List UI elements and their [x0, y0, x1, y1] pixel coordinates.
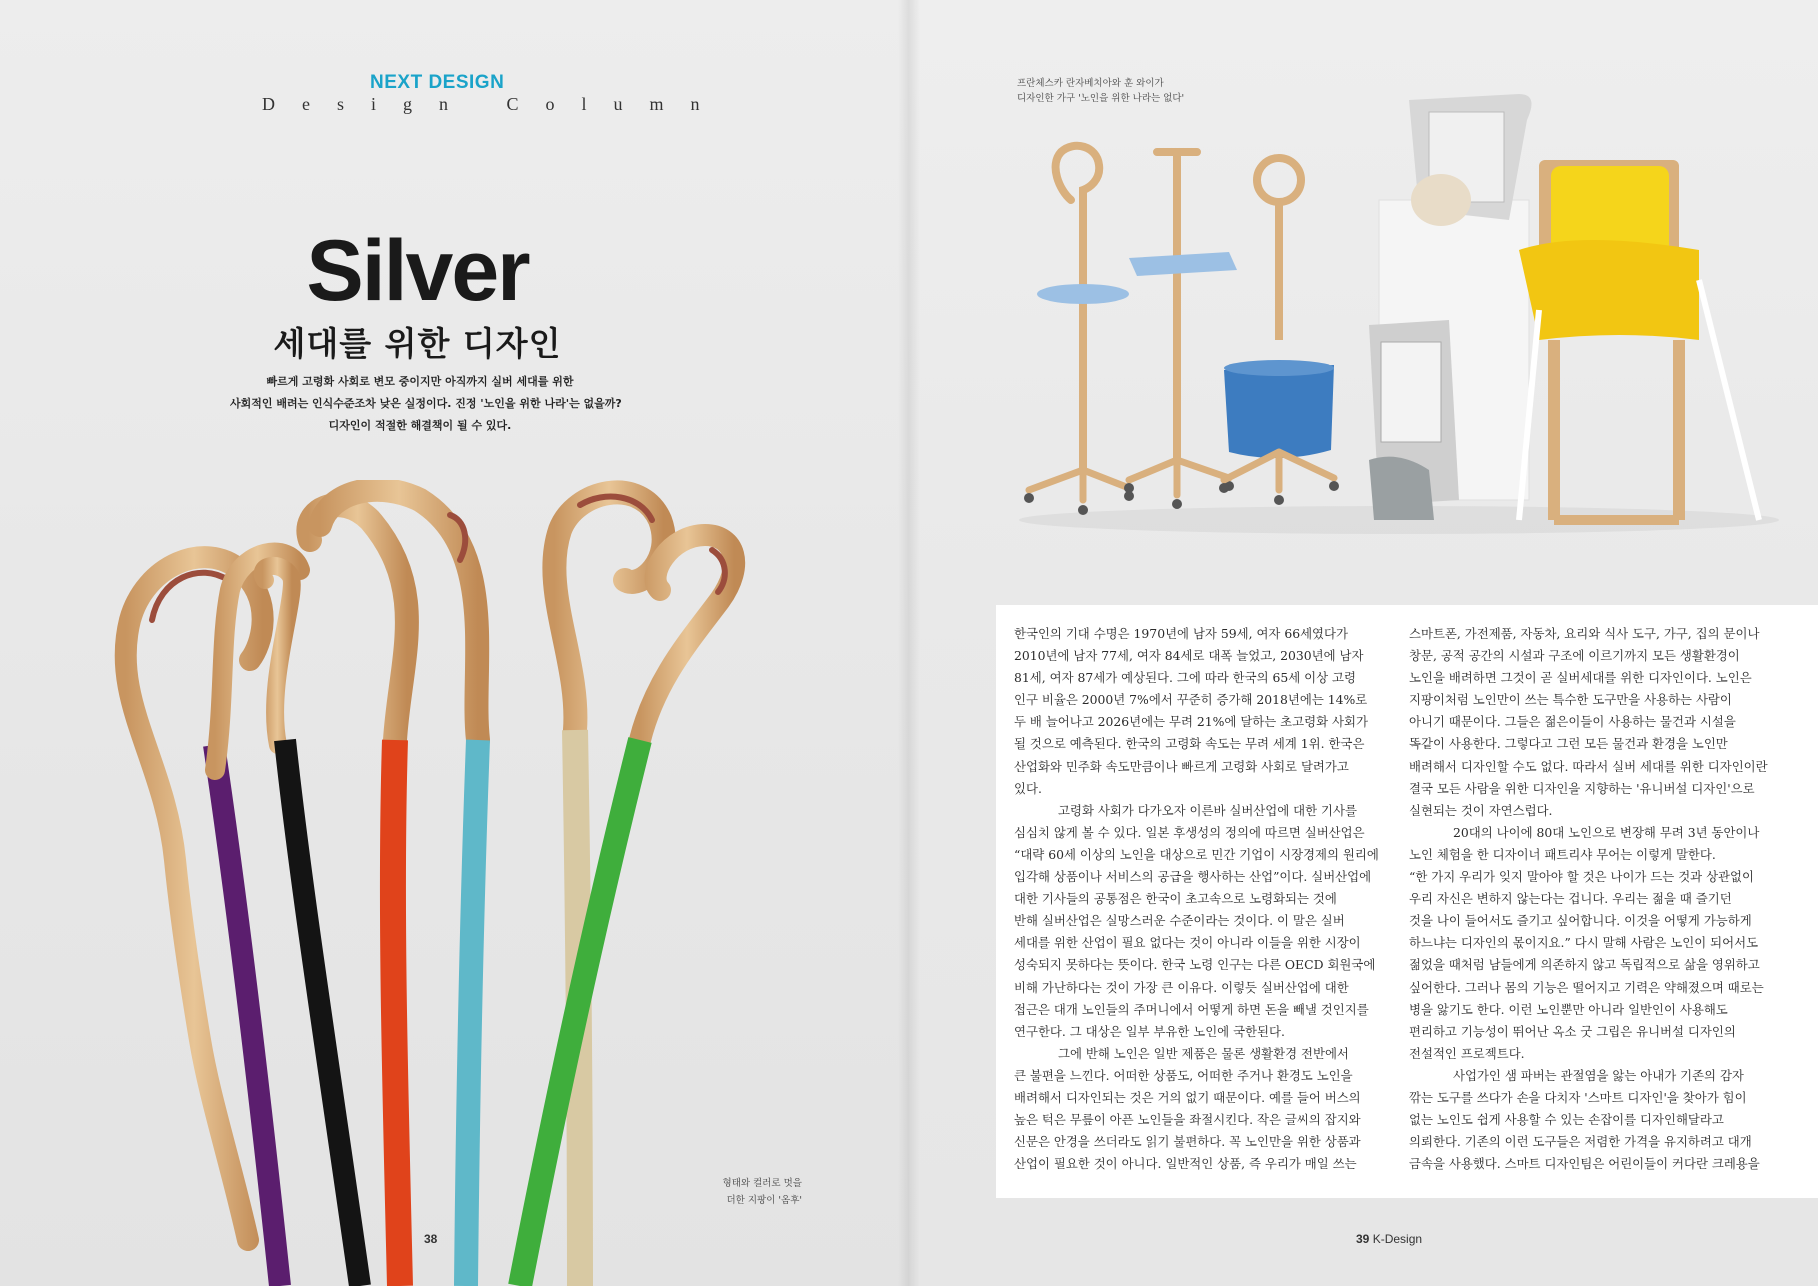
- section-label: NEXT DESIGN: [370, 72, 505, 93]
- body-text-line: 사업가인 샘 파버는 관절염을 앓는 아내가 기존의 감자: [1453, 1067, 1744, 1083]
- body-text-line: 고령화 사회가 다가오자 이른바 실버산업에 대한 기사를: [1058, 802, 1357, 818]
- body-text-line: 한국인의 기대 수명은 1970년에 남자 59세, 여자 66세였다가: [1014, 626, 1348, 641]
- body-column-1: [1014, 623, 1380, 1175]
- body-text-line: 결국 모든 사람을 위한 디자인을 지향하는 '유니버설 디자인'으로: [1409, 780, 1755, 796]
- yellow-chair: [1519, 160, 1759, 520]
- body-text-line: 연구한다. 그 대상은 일부 부유한 노인에 국한된다.: [1014, 1023, 1285, 1039]
- body-text-line: 성숙되지 못하다는 뜻이다. 한국 노령 인구는 다른 OECD 회원국에: [1014, 957, 1376, 973]
- article-title: Silver: [306, 223, 529, 319]
- body-text-line: 접근은 대개 노인들의 주머니에서 어떻게 하면 돈을 빼낼 것인지를: [1014, 1001, 1369, 1017]
- body-text-line: 높은 턱은 무릎이 아픈 노인들을 좌절시킨다. 작은 글씨의 잡지와: [1014, 1112, 1361, 1128]
- caption-line: 형태와 컬러로 멋을: [722, 1178, 802, 1189]
- body-text-line: 큰 불편을 느낀다. 어떠한 상품도, 어떠한 주거나 환경도 노인을: [1014, 1067, 1353, 1083]
- cane-purple: [126, 557, 280, 1286]
- body-text-line: “대략 60세 이상의 노인을 대상으로 민간 기업이 시장경제의 원리에: [1014, 846, 1379, 862]
- body-text-line: 싶어한다. 그러나 몸의 기능은 떨어지고 기력은 약해졌으며 때로는: [1409, 979, 1764, 995]
- lead-line: 빠르게 고령화 사회로 변모 중이지만 아직까지 실버 세대를 위한: [266, 375, 574, 388]
- cane-lightblue: [466, 740, 478, 1286]
- page-number: 39: [1356, 1232, 1370, 1246]
- body-text-line: 의뢰한다. 기존의 이런 도구들은 저렴한 가격을 유지하려고 대개: [1409, 1134, 1752, 1150]
- article-body: [996, 605, 1818, 1198]
- body-text-line: 창문, 공적 공간의 시설과 구조에 이르기까지 모든 생활환경이: [1409, 648, 1740, 664]
- body-text-line: 깎는 도구를 쓰다가 손을 다치자 '스마트 디자인'을 찾아가 힘이: [1409, 1089, 1747, 1105]
- body-text-line: 81세, 여자 87세가 예상된다. 그에 따라 한국의 65세 이상 고령: [1014, 670, 1356, 686]
- body-text-line: 두 배 늘어나고 2026년에는 무려 21%에 달하는 초고령화 사회가: [1014, 714, 1368, 730]
- body-text-line: 금속을 사용했다. 스마트 디자인팀은 어린이들이 커다란 크레용을: [1409, 1156, 1760, 1172]
- body-text-line: 반해 실버산업은 실망스러운 수준이라는 것이다. 이 말은 실버: [1014, 913, 1345, 929]
- body-text-line: 하느냐는 디자인의 몫이지요.” 다시 말해 사람은 노인이 되어서도: [1409, 935, 1759, 951]
- body-column-2: [1409, 623, 1775, 1175]
- body-text-line: 편리하고 기능성이 뛰어난 옥소 굿 그립은 유니버설 디자인의: [1409, 1023, 1736, 1039]
- body-text-line: 20대의 나이에 80대 노인으로 변장해 무려 3년 동안이나: [1453, 824, 1760, 840]
- body-text-line: 비해 가난하다는 것이 가장 큰 이유다. 이렇듯 실버산업에 대한: [1014, 979, 1349, 995]
- magnifier-stand-floor: [1369, 320, 1459, 520]
- page-number-right: [1356, 1232, 1422, 1246]
- body-text-line: 노인 체험을 한 디자이너 패트리샤 무어는 이렇게 말한다.: [1409, 846, 1716, 862]
- body-text-line: 세대를 위한 산업이 필요 없다는 것이 아니라 이들을 위한 시장이: [1014, 935, 1361, 951]
- body-text-line: 입각해 상품이나 서비스의 공급을 행사하는 산업”이다. 실버산업에: [1014, 869, 1372, 885]
- body-text-line: 없는 노인도 쉽게 사용할 수 있는 손잡이를 디자인해달라고: [1409, 1112, 1724, 1128]
- body-text-line: 인구 비율은 2000년 7%에서 꾸준히 증가해 2018년에는 14%로: [1014, 692, 1368, 708]
- body-text-line: 산업이 필요한 것이 아니다. 일반적인 상품, 즉 우리가 매일 쓰는: [1014, 1156, 1357, 1172]
- body-text-line: 전설적인 프로젝트다.: [1409, 1045, 1525, 1061]
- article-subtitle: 세대를 위한 디자인: [273, 324, 562, 363]
- body-text-line: 신문은 안경을 쓰더라도 읽기 불편하다. 꼭 노인만을 위한 상품과: [1014, 1134, 1361, 1150]
- lead-paragraph: [230, 371, 622, 437]
- bucket-stand: [1219, 158, 1339, 505]
- furniture-photo: [979, 80, 1799, 540]
- lead-line: 사회적인 배려는 인식수준조차 낮은 실정이다. 진정 '노인을 위한 나라'는 없을까?: [230, 397, 622, 410]
- body-text-line: “한 가지 우리가 잊지 말아야 할 것은 나이가 드는 것과 상관없이: [1409, 869, 1754, 885]
- body-text-line: 지팡이처럼 노인만이 쓰는 특수한 도구만을 사용하는 사람이: [1409, 692, 1732, 708]
- caption-line: 프란체스카 란자베치아와 훈 와이가: [1017, 78, 1164, 89]
- body-text-line: 배려해서 디자인할 수도 없다. 따라서 실버 세대를 위한 디자인이란: [1409, 758, 1768, 774]
- body-text-line: 것을 나이 들어서도 즐기고 싶어합니다. 이것을 어떻게 가능하게: [1409, 913, 1752, 929]
- page-gutter: [898, 0, 920, 1286]
- walking-canes-photo: [0, 480, 909, 1286]
- photo-caption-left: [700, 1175, 802, 1209]
- body-text-line: 아니기 때문이다. 그들은 젊은이들이 사용하는 물건과 시설을: [1409, 714, 1736, 730]
- right-page: [909, 0, 1818, 1286]
- caption-line: 디자인한 가구 '노인을 위한 나라는 없다': [1017, 93, 1185, 104]
- cane-green: [520, 535, 734, 1286]
- body-text-line: 노인을 배려하면 그것이 곧 실버세대를 위한 디자인이다. 노인은: [1409, 670, 1752, 686]
- magazine-name: K-Design: [1372, 1232, 1423, 1246]
- body-text-line: 우리 자신은 변하지 않는다는 겁니다. 우리는 젊을 때 즐기던: [1409, 891, 1732, 907]
- body-text-line: 산업화와 민주화 속도만큼이나 빠르게 고령화 사회로 달려가고: [1014, 758, 1349, 774]
- body-text-line: 있다.: [1014, 780, 1042, 796]
- body-text-line: 똑같이 사용한다. 그렇다고 그런 모든 물건과 환경을 노인만: [1409, 736, 1728, 752]
- section-subtitle: Design Column: [262, 94, 727, 114]
- body-text-line: 배려해서 디자인되는 것은 거의 없기 때문이다. 예를 들어 버스의: [1014, 1089, 1361, 1105]
- lead-line: 디자인이 적절한 해결책이 될 수 있다.: [328, 419, 512, 432]
- body-text-line: 될 것으로 예측된다. 한국의 고령화 속도는 무려 세계 1위. 한국은: [1014, 736, 1365, 752]
- body-text-line: 실현되는 것이 자연스럽다.: [1409, 802, 1553, 818]
- body-text-line: 심심치 않게 볼 수 있다. 일본 후생성의 정의에 따르면 실버산업은: [1014, 824, 1365, 840]
- tray-stand-rectangular: [1124, 152, 1237, 509]
- page-number-left: 38: [424, 1232, 438, 1246]
- tray-stand-round: [1024, 146, 1134, 515]
- body-text-line: 스마트폰, 가전제품, 자동차, 요리와 식사 도구, 가구, 집의 문이나: [1409, 626, 1760, 641]
- body-text-line: 그에 반해 노인은 일반 제품은 물론 생활환경 전반에서: [1058, 1045, 1349, 1061]
- body-text-line: 젊었을 때처럼 남들에게 의존하지 않고 독립적으로 삶을 영위하고: [1409, 957, 1760, 973]
- body-text-line: 대한 기사들의 공통점은 한국이 초고속으로 노령화되는 것에: [1014, 891, 1337, 907]
- body-text-line: 병을 앓기도 한다. 이런 노인뿐만 아니라 일반인이 사용해도: [1409, 1001, 1728, 1017]
- body-text-line: 2010년에 남자 77세, 여자 84세로 대폭 늘었고, 2030년에 남자: [1014, 648, 1364, 664]
- caption-line: 더한 지팡이 '옴후': [726, 1195, 802, 1206]
